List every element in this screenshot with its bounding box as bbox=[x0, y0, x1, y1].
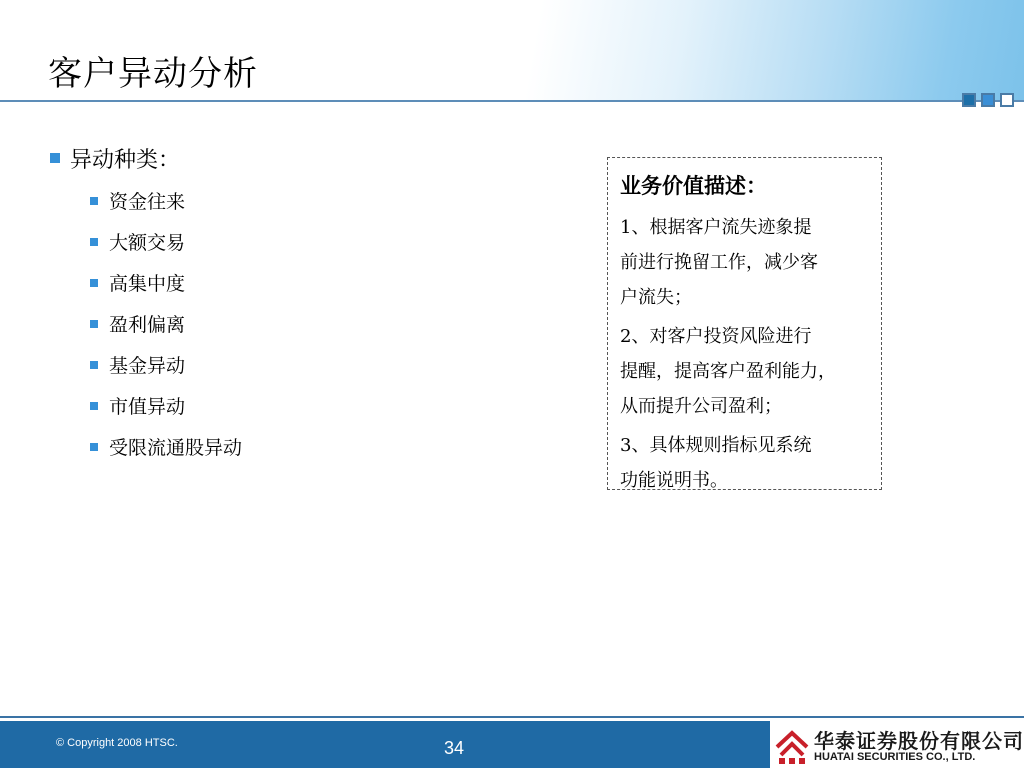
list-item bbox=[90, 344, 242, 385]
list-item bbox=[90, 262, 242, 303]
bullet-square-icon bbox=[90, 197, 98, 205]
value-text-line: 2、对客户投资风险进行 bbox=[620, 326, 812, 347]
company-logo bbox=[770, 721, 1024, 768]
list-item bbox=[90, 303, 242, 344]
list-item-text: 盈利偏离 bbox=[109, 314, 186, 336]
value-text-line: 提醒，提高客户盈利能力， bbox=[620, 361, 836, 382]
value-text-line: 户流失； bbox=[620, 287, 692, 308]
list-item-text: 资金往来 bbox=[109, 191, 186, 213]
list-item bbox=[90, 426, 242, 467]
bullet-heading-text: 异动种类： bbox=[70, 147, 181, 173]
list-item bbox=[90, 180, 242, 221]
value-paragraph-1 bbox=[620, 210, 881, 315]
list-item-text: 大额交易 bbox=[109, 232, 186, 254]
bullet-list bbox=[50, 140, 242, 467]
decorative-squares bbox=[962, 93, 1014, 107]
bullet-square-icon bbox=[90, 361, 98, 369]
bullet-square-icon bbox=[90, 238, 98, 246]
value-text-line: 功能说明书。 bbox=[620, 470, 728, 491]
value-text-line: 3、具体规则指标见系统 bbox=[620, 435, 812, 456]
bullet-square-icon bbox=[90, 320, 98, 328]
value-text-line: 从而提升公司盈利； bbox=[620, 396, 782, 417]
business-value-box bbox=[607, 157, 882, 490]
copyright-text: © Copyright 2008 HTSC. bbox=[56, 737, 178, 749]
bullet-square-icon bbox=[90, 443, 98, 451]
sub-bullet-list bbox=[50, 180, 242, 467]
slide-title: 客户异动分析 bbox=[48, 54, 258, 94]
bullet-square-icon bbox=[90, 402, 98, 410]
value-box-title: 业务价值描述： bbox=[620, 174, 767, 198]
list-item bbox=[90, 385, 242, 426]
list-item-text: 基金异动 bbox=[109, 355, 186, 377]
square-icon bbox=[1000, 93, 1014, 107]
bullet-square-icon bbox=[90, 279, 98, 287]
list-item bbox=[90, 221, 242, 262]
list-item-text: 高集中度 bbox=[109, 273, 186, 295]
square-icon bbox=[981, 93, 995, 107]
value-text-line: 前进行挽留工作，减少客 bbox=[620, 252, 818, 273]
square-icon bbox=[962, 93, 976, 107]
value-paragraph-2 bbox=[620, 319, 881, 424]
list-item-text: 市值异动 bbox=[109, 396, 186, 418]
bullet-square-icon bbox=[50, 153, 60, 163]
page-number: 34 bbox=[444, 738, 465, 758]
huatai-logo-icon bbox=[775, 725, 809, 765]
value-paragraph-3 bbox=[620, 428, 881, 498]
bullet-heading bbox=[50, 140, 242, 176]
value-text-line: 1、根据客户流失迹象提 bbox=[620, 217, 812, 238]
title-divider bbox=[0, 100, 1024, 102]
footer-divider bbox=[0, 716, 1024, 718]
list-item-text: 受限流通股异动 bbox=[109, 437, 243, 459]
logo-name-cn: 华泰证券股份有限公司 bbox=[814, 729, 1024, 753]
logo-name-en: HUATAI SECURITIES CO., LTD. bbox=[814, 751, 976, 763]
